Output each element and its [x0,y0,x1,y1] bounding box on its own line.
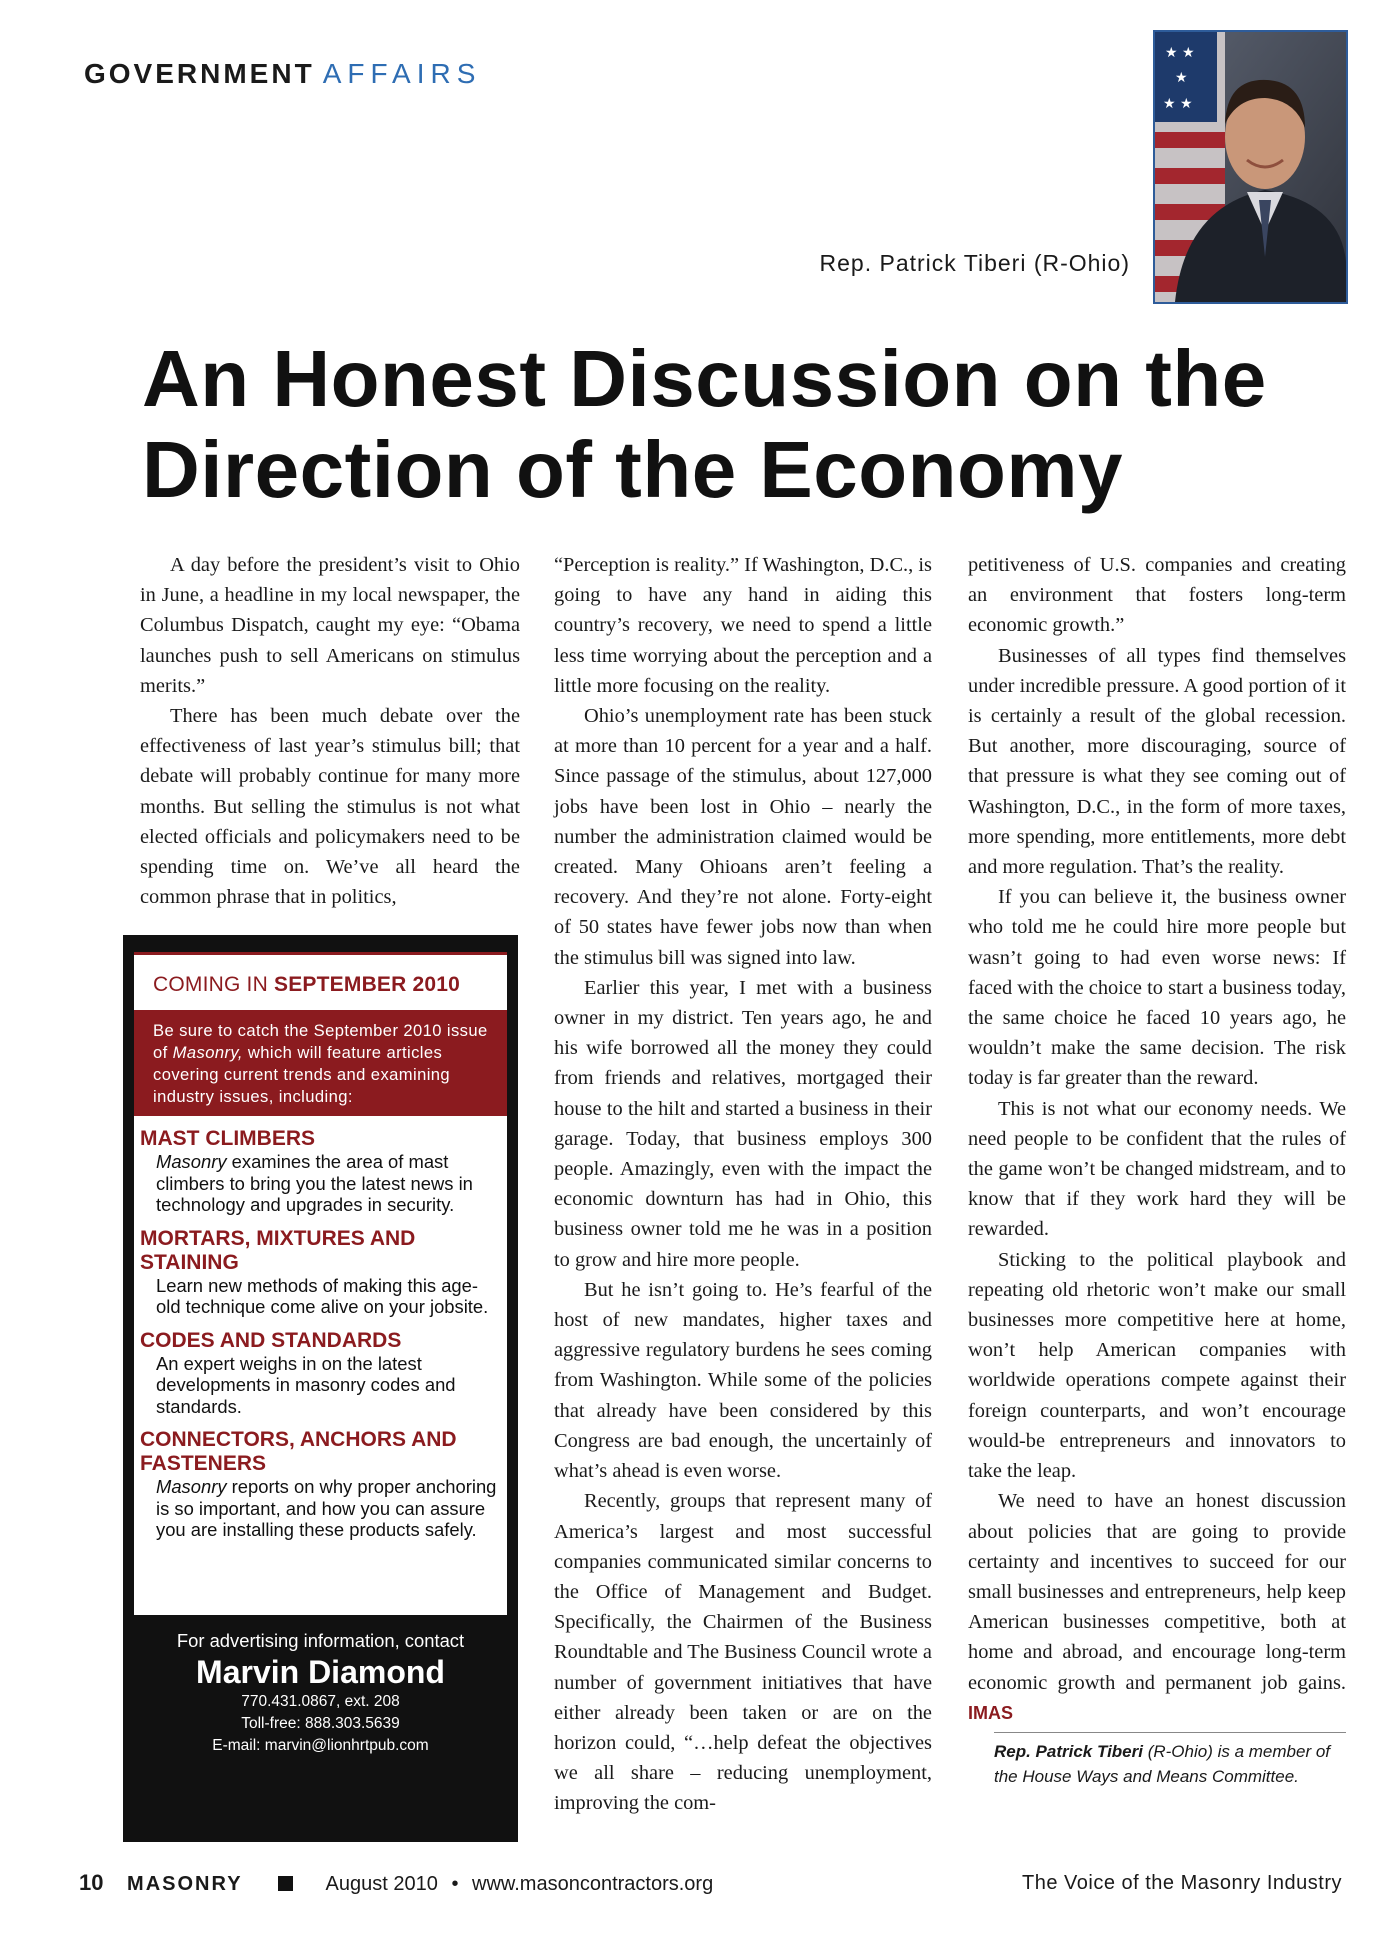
ad-tollfree: Toll-free: 888.303.5639 [241,1715,400,1732]
item-title: CONNECTORS, ANCHORS AND FASTENERS [140,1428,457,1475]
sidebar-content [134,952,507,1615]
coming-date: SEPTEMBER 2010 [274,973,461,996]
paragraph: If you can believe it, the business owner who told me he could hire more people but wasn’t going to had even worse news: If faced with the choice to start a business today, the same choice he faced 10 years ago, he wouldn’t make the same decision. The risk today is far greater than the reward. [968,886,1346,1090]
paragraph: petitiveness of U.S. companies and creating an environment that fosters long-term economic growth.” [968,554,1346,637]
footer-bullet: • [451,1873,459,1895]
paragraph: Businesses of all types find themselves under incredible pressure. A good portion of it is certainly a result of the global recession. But another, more discouraging, source of that pressure is what they see coming out of Washington, D.C., in the form of more taxes, more spending, more entitlements, more debt and more regulation. That’s the reality. [968,644,1346,879]
footer-issue: August 2010 [325,1873,438,1895]
item-body: Learn new methods of making this age-old technique come alive on your jobsite. [156,1274,489,1317]
author-bio [994,1732,1346,1789]
page-number: 10 [79,1870,104,1895]
paragraph: There has been much debate over the effectiveness of last year’s stimulus bill; that debate will probably continue for many more months. But selling the stimulus is not what elected officials and policymakers need to be spending time on. We’ve all heard the common phrase that in politics, [140,705,520,909]
ad-contact [123,1623,518,1757]
ad-phone: 770.431.0867, ext. 208 [241,1693,400,1710]
section-word-2: AFFAIRS [322,58,482,89]
item-body: reports on why proper anchoring is so important, and how you can assure you are installing these products safely. [156,1476,497,1540]
bio-name: Rep. Patrick Tiberi [994,1741,1143,1761]
paragraph: A day before the president’s visit to Ohio in June, a headline in my local newspaper, the Columbus Dispatch, caught my eye: “Obama launches push to sell Americans on stimulus merits.” [140,554,520,697]
ad-line: For advertising information, contact [176,1630,465,1651]
headline: An Honest Discussion on the Direction of the Economy [142,334,1267,514]
item-title: CODES AND STANDARDS [140,1328,402,1352]
item-text [140,1151,497,1216]
intro-a: Be sure to catch the September 2010 issue of [153,1021,488,1062]
footer-magazine: MASONRY [127,1873,243,1895]
svg-text:★: ★ [1175,70,1188,86]
bio-text: (R-Ohio) is a member of the House Ways and Means Committee. [994,1741,1331,1786]
sidebar-item [134,1216,507,1318]
section-header [84,58,481,90]
article-column-2 [554,550,932,1819]
paragraph: Ohio’s unemployment rate has been stuck at more than 10 percent for a year and a half. Since passage of the stimulus, about 127,000 jobs have been lost in Ohio – nearly the number the administration claimed would be created. Many Ohioans aren’t feeling a recovery. And they’re not alone. Forty-eight of 50 states have fewer jobs now than when the stimulus bill was signed into law. [554,705,932,969]
item-body: examines the area of mast climbers to bring you the latest news in technology and upgrades in security. [156,1151,473,1215]
item-text [140,1275,497,1318]
paragraph-text: We need to have an honest discussion about policies that are going to provide certainty and incentives to succeed for our small businesses and entrepreneurs, help keep American businesses competitive, both at home and abroad, and encourage long-term economic growth and permanent job gains. [968,1490,1346,1694]
intro-b: which will feature articles covering current trends and examining industry issues, including: [153,1043,451,1106]
item-text [140,1353,497,1418]
item-text [140,1476,497,1541]
sidebar-intro [134,1010,507,1116]
square-icon [278,1876,293,1891]
footer-url[interactable]: www.masoncontractors.org [472,1873,714,1895]
sidebar-item [134,1417,507,1541]
footer-tagline: The Voice of the Masonry Industry [1022,1872,1342,1894]
coming-prefix: COMING IN [153,973,268,996]
page-footer [79,1870,1342,1896]
paragraph: “Perception is reality.” If Washington, D.C., is going to have any hand in aiding this country’s recovery, we need to spend a little less time worrying about the perception and a little more focusing on the reality. [554,554,932,697]
end-mark: IMAS [968,1702,1013,1723]
photo-caption: Rep. Patrick Tiberi (R-Ohio) [819,250,1130,276]
article-column-1 [140,550,520,912]
article-column-3 [968,550,1346,1789]
author-photo [1153,30,1348,304]
sidebar-item [134,1116,507,1216]
ad-name: Marvin Diamond [196,1654,445,1690]
sidebar-item [134,1318,507,1418]
sidebar-heading [134,955,507,1003]
svg-text:★ ★: ★ ★ [1165,45,1195,61]
paragraph: Recently, groups that represent many of America’s largest and most successful companies communicated similar concerns to the Office of Management and Budget. Specifically, the Chairmen of the Business Roundtable and The Business Council wrote a number of government initiatives that have either already been taken or are on the horizon could, “…help defeat the objectives we all share – reducing unemployment, improving the com- [554,1490,932,1815]
item-body: An expert weighs in on the latest developments in masonry codes and standards. [156,1352,456,1417]
sidebar-box [123,935,518,1842]
item-mag: Masonry [156,1476,227,1497]
paragraph: But he isn’t going to. He’s fearful of the host of new mandates, higher taxes and aggressive regulatory burdens he sees coming from Washington. While some of the policies that already have been considered by this Congress are bad enough, the uncertainly of what’s ahead is even worse. [554,1278,932,1483]
item-mag: Masonry [156,1151,227,1172]
paragraph: Sticking to the political playbook and repeating old rhetoric won’t make our small businesses more competitive here at home, won’t help American companies with worldwide operations compete against their foreign counterparts, and won’t encourage would-be entrepreneurs and innovators to take the leap. [968,1248,1346,1483]
item-title: MAST CLIMBERS [140,1127,315,1150]
section-word-1: GOVERNMENT [84,58,315,89]
paragraph: Earlier this year, I met with a business owner in my district. Ten years ago, he and his wife borrowed all the money they could from friends and relatives, mortgaged their house to the hilt and started a business in their garage. Today, that business employs 300 people. Amazingly, even with the impact the economic downturn has had in Ohio, this business owner told me he was in a position to grow and hire more people. [554,976,932,1271]
paragraph: This is not what our economy needs. We need people to be confident that the rules of the game won’t be changed midstream, and to know that if they work hard they will be rewarded. [968,1097,1346,1241]
intro-mag: Masonry, [172,1043,243,1062]
item-title: MORTARS, MIXTURES AND STAINING [140,1226,416,1274]
paragraph-last [968,1486,1346,1728]
svg-text:★ ★: ★ ★ [1163,96,1193,112]
ad-email[interactable]: E-mail: marvin@lionhrtpub.com [212,1737,429,1754]
